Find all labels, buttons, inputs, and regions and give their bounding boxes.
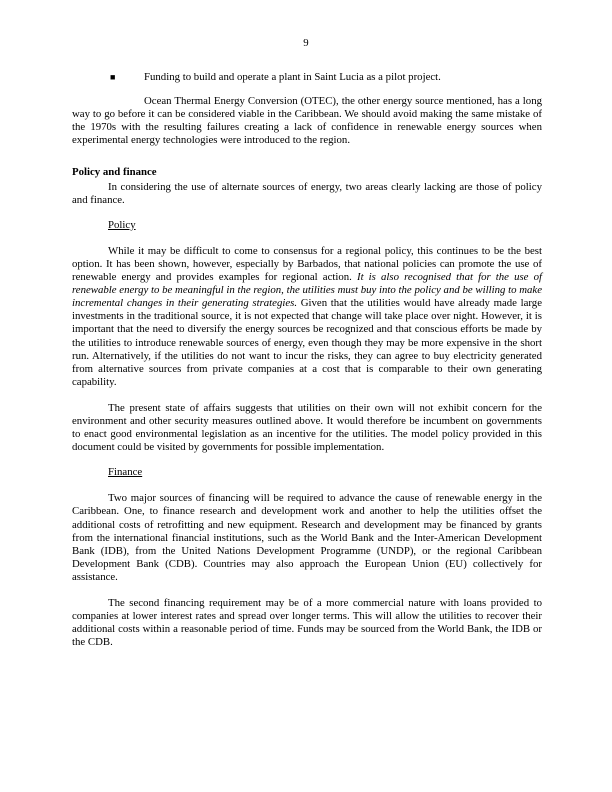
page-number: 9 xyxy=(303,37,309,49)
section-heading: Policy and finance xyxy=(72,166,157,179)
bullet-item xyxy=(72,71,542,84)
policy-paragraph-2: The present state of affairs suggests that utilities on their own will not exhibit concern for the environment and other security measures outlined above. It would therefore be incumbent on governments to enact good environmental legislation as an incentive for the utilities. The model policy provided in this document could be visited by governments for possible implementation. xyxy=(72,401,542,454)
policy-subheading: Policy xyxy=(108,218,136,231)
page-body xyxy=(72,71,542,649)
square-bullet-icon: ■ xyxy=(110,72,116,82)
finance-paragraph-2: The second financing requirement may be of a more commercial nature with loans provided to companies at lower interest rates and spread over longer terms. This will allow the utilities to recover their additional costs within a reasonable period of time. Funds may be sourced from the World Bank, the IDB or the CDB. xyxy=(72,597,542,649)
finance-paragraph-1: Two major sources of financing will be required to advance the cause of renewable energy in the Caribbean. One, to finance research and development work and another to help the utilities offset the additional costs of retrofitting and new equipment. Research and development may be financed by grants from the international financial institutions, such as the World Bank and the Inter-American Development Bank (IDB), from the United Nations Development Programme (UNDP), or the regional Caribbean Development Bank (CDB). Countries may also approach the European Union (EU) collectively for assistance. xyxy=(72,492,542,583)
otec-paragraph: Ocean Thermal Energy Conversion (OTEC), the other energy source mentioned, has a long way to go before it can be considered viable in the Caribbean. We should avoid making the same mistake of the 1970s with the resulting failures creating a lack of confidence in renewable energy sources when experimental energy technologies were introduced to the region. xyxy=(72,95,542,147)
policy-p1-start: While it may be difficult to come to consensus for a regional policy, this continues to be the best option. It has been shown, however, especially by Barbados, that national policies can promote the use of renewable energy and provides examples for regional action. xyxy=(72,244,542,284)
policy-p1-end: Given that the utilities would have already made large investments in the traditional source, it is not expected that change will take place over night. However, it is important that the need to diversify the energy sources be recognized and that conscious efforts be made by the utilities to introduce renewable sources of energy, even though they may be more expensive in the short run. Alternatively, if the utilities do not want to incur the risks, they can agree to buy electricity generated from alternative sources from private companies at a cost that is comparable to their own generating capability. xyxy=(72,297,542,388)
finance-subheading: Finance xyxy=(108,466,143,479)
section-intro-paragraph: In considering the use of alternate sources of energy, two areas clearly lacking are those of policy and finance. xyxy=(72,180,542,206)
bullet-text: Funding to build and operate a plant in Saint Lucia as a pilot project. xyxy=(144,71,441,83)
policy-paragraph-1 xyxy=(72,245,542,389)
policy-p1-italic: It is also recognised that for the use of renewable energy to be meaningful in the region, the utilities must buy into the policy and be willing to make incremental changes in their generating strategies. xyxy=(72,271,542,310)
